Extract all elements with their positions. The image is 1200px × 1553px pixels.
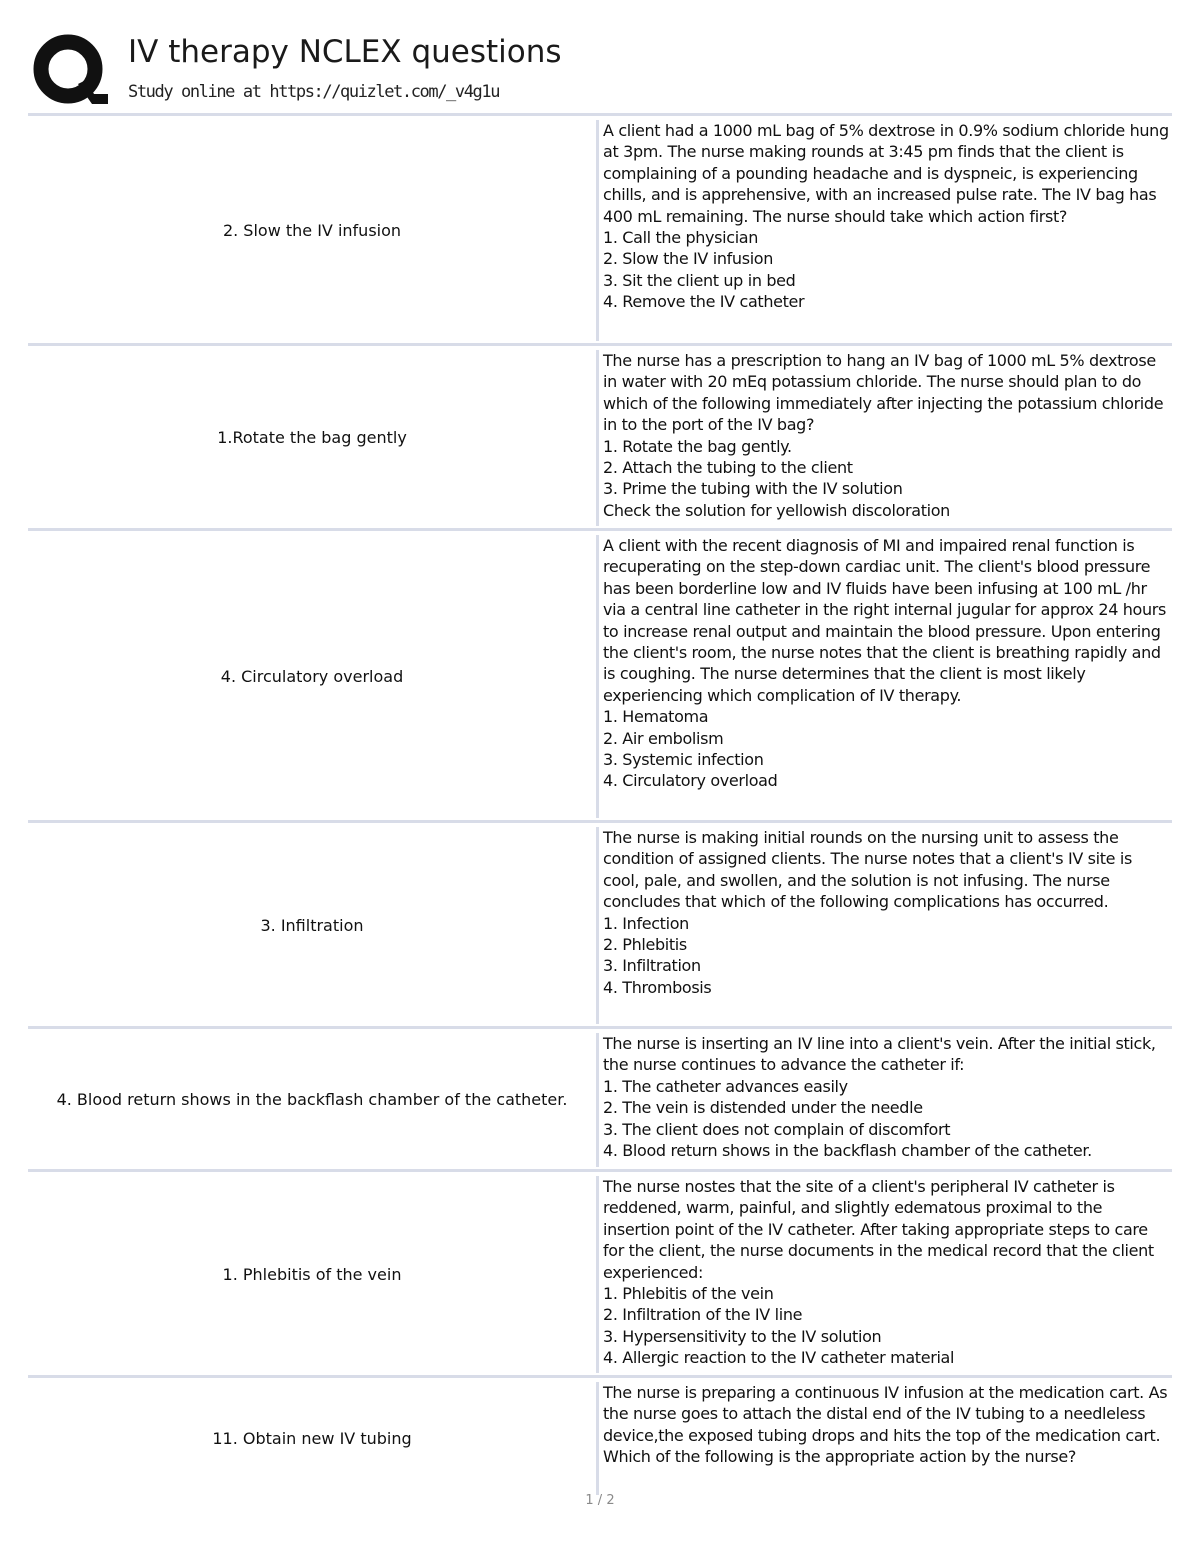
document-header [28,28,1178,112]
flashcard-term: 2. Slow the IV infusion [222,220,402,240]
flashcard-definition: The nurse is preparing a continuous IV infusion at the medication cart. As the nurse goes to attach the distal end of the IV tubing to a needleless device,the exposed tubing drops and hits the top of the medication cart. Which of the following is the appropriate action by the nurse? [596,1382,1172,1495]
flashcard-row [28,1026,1172,1169]
page-title: IV therapy NCLEX questions [128,34,562,70]
flashcard-definition: The nurse has a prescription to hang an IV bag of 1000 mL 5% dextrose in water with 20 mEq potassium chloride. The nurse should plan to do which of the following immediately after injecting the potassium chloride in to the port of the IV bag? 1. Rotate the bag gently. 2. Attach the tubing to the client 3. Prime the tubing with the IV solution Check the solution for yellowish discoloration [596,350,1172,526]
flashcard-row [28,820,1172,1026]
flashcard-definition: A client had a 1000 mL bag of 5% dextrose in 0.9% sodium chloride hung at 3pm. The nurse making rounds at 3:45 pm finds that the client is complaining of a pounding headache and is dyspneic, is experiencing chills, and is apprehensive, with an increased pulse rate. The IV bag has 400 mL remaining. The nurse should take which action first? 1. Call the physician 2. Slow the IV infusion 3. Sit the client up in bed 4. Remove the IV catheter [596,120,1172,341]
page-number: 1 / 2 [585,1493,615,1508]
flashcard-row [28,343,1172,528]
flashcard-row [28,113,1172,343]
flashcard-definition: A client with the recent diagnosis of MI and impaired renal function is recuperating on the step-down cardiac unit. The client's blood pressure has been borderline low and IV fluids have been infusing at 100 mL /hr via a central line catheter in the right internal jugular for approx 24 hours to increase renal output and maintain the blood pressure. Upon entering the client's room, the nurse notes that the client is breathing rapidly and is coughing. The nurse determines that the client is most likely experiencing which complication of IV therapy. 1. Hematoma 2. Air embolism 3. Systemic infection 4. Circulatory overload [596,535,1172,818]
flashcard-term: 1.Rotate the bag gently [217,428,407,448]
flashcard-definition: The nurse is making initial rounds on the nursing unit to assess the condition of assigned clients. The nurse notes that a client's IV site is cool, pale, and swollen, and the solution is not infusing. The nurse concludes that which of the following complications has occurred. 1. Infection 2. Phlebitis 3. Infiltration 4. Thrombosis [596,827,1172,1024]
quizlet-q-logo-icon [32,32,108,108]
flashcard-term: 11. Obtain new IV tubing [212,1428,412,1448]
flashcard-term: 4. Circulatory overload [220,666,404,686]
flashcard-term: 1. Phlebitis of the vein [222,1264,402,1284]
flashcard-row [28,1169,1172,1375]
study-online-link-text: Study online at https://quizlet.com/_v4g1u [128,82,500,102]
flashcard-term: 3. Infiltration [260,915,364,935]
flashcard-list [28,113,1172,1497]
flashcard-definition: The nurse nostes that the site of a client's peripheral IV catheter is reddened, warm, painful, and slightly edematous proximal to the insertion point of the IV catheter. After taking appropriate steps to care for the client, the nurse documents in the medical record that the client experienced: 1. Phlebitis of the vein 2. Infiltration of the IV line 3. Hypersensitivity to the IV solution 4. Allergic reaction to the IV catheter material [596,1176,1172,1373]
flashcard-definition: The nurse is inserting an IV line into a client's vein. After the initial stick, the nurse continues to advance the catheter if: 1. The catheter advances easily 2. The vein is distended under the needle 3. The client does not complain of discomfort 4. Blood return shows in the backflash chamber of the catheter. [596,1033,1172,1167]
flashcard-term: 4. Blood return shows in the backflash chamber of the catheter. [56,1090,568,1110]
flashcard-row [28,1375,1172,1497]
flashcard-row [28,528,1172,820]
